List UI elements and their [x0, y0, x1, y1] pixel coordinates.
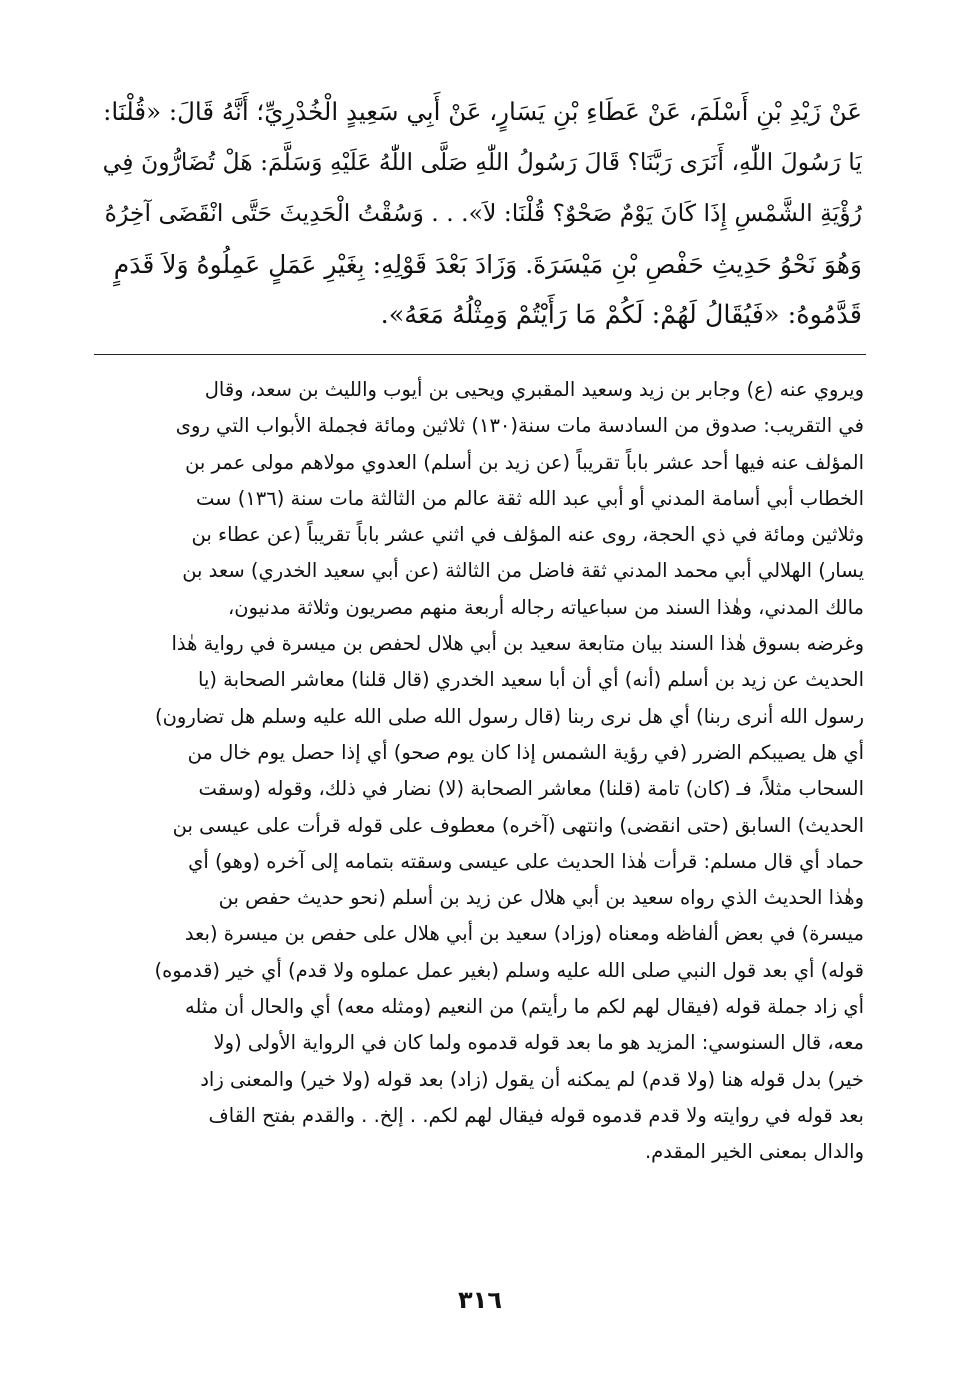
commentary-line: في التقريب: صدوق من السادسة مات سنة(١٣٠) ثلاثين ومائة فجملة الأبواب التي روى: [175, 414, 864, 438]
commentary-line: رسول الله أنرى ربنا) أي هل نرى ربنا (قال رسول الله صلى الله عليه وسلم هل تضارون): [155, 704, 864, 728]
commentary-line: الحديث عن زيد بن أسلم (أنه) أي أن أبا سعيد الخدري (قال قلنا) معاشر الصحابة (يا: [198, 668, 864, 692]
commentary-line: يسار) الهلالي أبي محمد المدني ثقة فاضل من الثالثة (عن أبي سعيد الخدري) سعد بن: [182, 559, 864, 583]
section-divider: [94, 354, 866, 355]
hadith-line: عَنْ زَيْدِ بْنِ أَسْلَمَ، عَنْ عَطَاءِ بْنِ يَسَارٍ، عَنْ أَبِي سَعِيدٍ الْخُدْرِيِّ؛ أَنَّهُ قَالَ: «قُلْنَا:: [103, 97, 862, 126]
hadith-text: [100, 86, 862, 341]
commentary-line: بعد قوله في روايته ولا قدم قدموه قوله فيقال لهم لكم. . إلخ. . والقدم بفتح القاف: [208, 1103, 864, 1127]
commentary-line: مالك المدني، وهٰذا السند من سباعياته رجاله أربعة منهم مصريون وثلاثة مدنيون،: [227, 595, 864, 619]
commentary-line: وهٰذا الحديث الذي رواه سعيد بن أبي هلال عن زيد بن أسلم (نحو حديث حفص بن: [218, 886, 864, 910]
hadith-line: وَهُوَ نَحْوُ حَدِيثِ حَفْصِ بْنِ مَيْسَرَةَ. وَزَادَ بَعْدَ قَوْلِهِ: بِغَيْرِ عَمَلٍ عَمِلُوهُ وَلاَ قَدَمٍ: [113, 250, 862, 279]
hadith-line: يَا رَسُولَ اللّٰهِ، أَنَرَى رَبَّنَا؟ قَالَ رَسُولُ اللّٰهِ صَلَّى اللّٰهُ عَلَيْهِ وَسَلَّمَ: هَلْ تُضَارُّونَ فِي: [102, 148, 862, 176]
commentary-line: خير) بدل قوله هنا (ولا قدم) لم يمكنه أن يقول (زاد) بعد قوله (ولا خير) والمعنى زاد: [200, 1067, 864, 1091]
commentary-line: أي زاد جملة قوله (فيقال لهم لكم ما رأيتم) من النعيم (ومثله معه) أي والحال أن مثله: [184, 995, 864, 1019]
commentary-line: الخطاب أبي أسامة المدني أو أبي عبد الله ثقة عالم من الثالثة مات سنة (١٣٦) ست: [196, 486, 864, 510]
commentary-line: ويروي عنه (ع) وجابر بن زيد وسعيد المقبري ويحيى بن أيوب والليث بن سعد، وقال: [204, 378, 864, 401]
page-number: ٣١٦: [458, 1286, 502, 1314]
commentary-line: وثلاثين ومائة في ذي الحجة، روى عنه المؤلف في اثني عشر باباً تقريباً (عن عطاء بن: [191, 523, 864, 547]
commentary-line: أي هل يصيبكم الضرر (في رؤية الشمس إذا كان يوم صحو) أي إذا حصل يوم خال من: [187, 740, 864, 764]
hadith-line: قَدَّمُوهُ: «فَيُقَالُ لَهُمْ: لَكُمْ مَا رَأَيْتُمْ وَمِثْلُهُ مَعَهُ».: [380, 300, 862, 330]
commentary-line: حماد أي قال مسلم: قرأت هٰذا الحديث على عيسى وسقته بتمامه إلى آخره (وهو) أي: [188, 849, 864, 873]
commentary-text: [96, 372, 864, 1171]
commentary-line: قوله) أي بعد قول النبي صلى الله عليه وسلم (بغير عمل عملوه ولا قدم) أي خير (قدموه): [154, 958, 864, 982]
hadith-line: رُؤْيَةِ الشَّمْسِ إِذَا كَانَ يَوْمٌ صَحْوٌ؟ قُلْنَا: لاَ». . . وَسُقْتُ الْحَدِيثَ حَتَّى انْقَضَى آخِرُهُ: [104, 199, 862, 227]
commentary-line: معه، قال السنوسي: المزيد هو ما بعد قوله قدموه ولما كان في الرواية الأولى (ولا: [213, 1031, 864, 1055]
commentary-line: وغرضه بسوق هٰذا السند بيان متابعة سعيد بن أبي هلال لحفص بن ميسرة في رواية هٰذا: [171, 632, 864, 656]
commentary-line: ميسرة) في بعض ألفاظه ومعناه (وزاد) سعيد بن أبي هلال على حفص بن ميسرة (بعد: [184, 922, 864, 946]
commentary-line: المؤلف عنه فيها أحد عشر باباً تقريباً (عن زيد بن أسلم) العدوي مولاهم مولى عمر بن: [185, 450, 864, 474]
commentary-line: الحديث) السابق (حتى انقضى) وانتهى (آخره) معطوف على قوله قرأت على عيسى بن: [172, 813, 864, 837]
commentary-line: والدال بمعنى الخير المقدم.: [644, 1140, 864, 1164]
commentary-line: السحاب مثلاً، فـ (كان) تامة (قلنا) معاشر الصحابة (لا) نضار في ذلك، وقوله (وسقت: [198, 777, 864, 801]
